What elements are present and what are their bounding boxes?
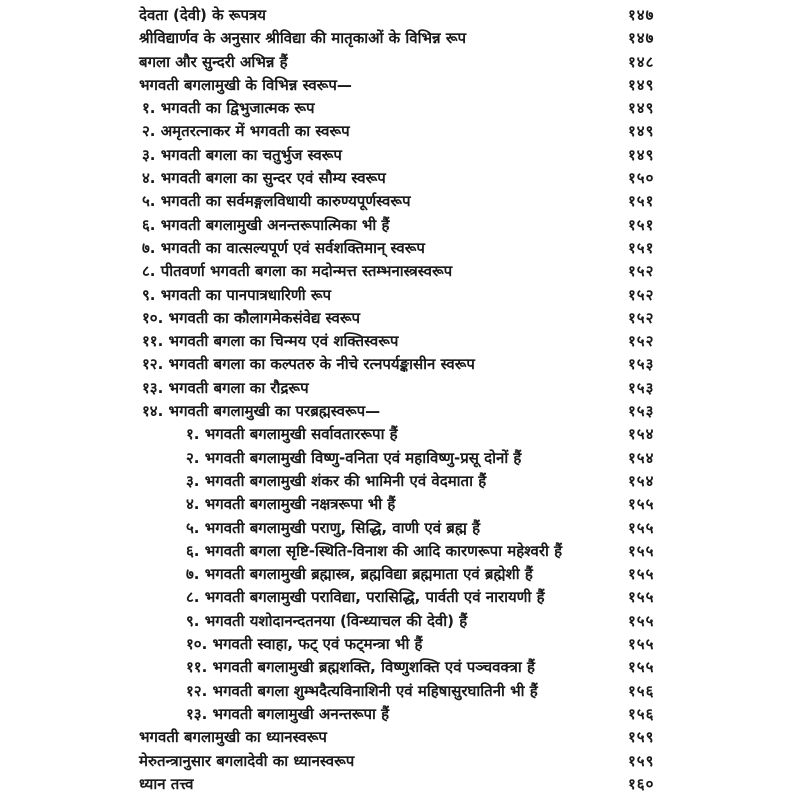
toc-entry-page-number: १५५ xyxy=(628,495,655,514)
toc-entry xyxy=(0,377,800,400)
toc-entry-title: ४. भगवती बगला का सुन्दर एवं सौम्य स्वरूप xyxy=(142,169,386,188)
toc-entry xyxy=(0,144,800,167)
toc-entry xyxy=(0,4,800,27)
toc-entry-title: ६. भगवती बगला सृष्टि-स्थिति-विनाश की आदि कारणरूपा महेश्वरी हैं xyxy=(186,541,563,560)
toc-entry-title: ६. भगवती बगलामुखी अनन्तरूपात्मिका भी हैं xyxy=(142,215,390,234)
toc-entry-title: १. भगवती का द्विभुजात्मक रूप xyxy=(142,99,315,118)
toc-entry xyxy=(0,680,800,703)
toc-entry-page-number: १४७ xyxy=(628,29,655,48)
toc-entry xyxy=(0,470,800,493)
toc-entry-page-number: १५३ xyxy=(628,355,655,374)
toc-entry-title: २. अमृतरत्नाकर में भगवती का स्वरूप xyxy=(142,122,350,141)
toc-entry-title: ध्यान तत्त्व xyxy=(139,774,194,793)
toc-entry xyxy=(0,260,800,283)
toc-entry-page-number: १५२ xyxy=(628,262,655,281)
toc-entry xyxy=(0,307,800,330)
toc-entry xyxy=(0,563,800,586)
toc-entry-title: भगवती बगलामुखी के विभिन्न स्वरूप— xyxy=(139,75,352,94)
toc-entry xyxy=(0,330,800,353)
toc-entry-title: १३. भगवती बगला का रौद्ररूप xyxy=(142,378,309,397)
toc-entry xyxy=(0,214,800,237)
toc-entry-page-number: १५१ xyxy=(628,215,655,234)
toc-entry-page-number: १५५ xyxy=(628,658,655,677)
toc-entry-page-number: १५९ xyxy=(628,751,655,770)
toc-entry xyxy=(0,773,800,796)
toc-entry-title: भगवती बगलामुखी का ध्यानस्वरूप xyxy=(139,728,327,747)
toc-entry-title: २. भगवती बगलामुखी विष्णु-वनिता एवं महाविष्णु-प्रसू दोनों हैं xyxy=(186,448,522,467)
toc-entry xyxy=(0,74,800,97)
toc-entry xyxy=(0,237,800,260)
toc-entry xyxy=(0,27,800,50)
toc-entry-title: १०. भगवती का कौलागमेकसंवेद्य स्वरूप xyxy=(142,308,361,327)
toc-entry xyxy=(0,447,800,470)
table-of-contents xyxy=(0,4,800,796)
toc-entry-page-number: १५१ xyxy=(628,238,655,257)
toc-entry-title: ३. भगवती बगलामुखी शंकर की भामिनी एवं वेदमाता हैं xyxy=(186,471,487,490)
toc-entry-title: ३. भगवती बगला का चतुर्भुज स्वरूप xyxy=(142,145,342,164)
toc-entry xyxy=(0,656,800,679)
toc-entry-page-number: १५१ xyxy=(628,192,655,211)
toc-entry xyxy=(0,610,800,633)
toc-entry-title: ११. भगवती बगलामुखी ब्रह्मशक्ति, विष्णुशक्ति एवं पञ्चवक्त्रा हैं xyxy=(186,658,535,677)
toc-entry-page-number: १५५ xyxy=(628,518,655,537)
toc-entry-title: ९. भगवती यशोदानन्दतनया (विन्ध्याचल की देवी) हैं xyxy=(186,611,468,630)
toc-entry-page-number: १४७ xyxy=(628,6,655,24)
toc-entry xyxy=(0,633,800,656)
toc-entry-page-number: १५० xyxy=(628,169,655,188)
toc-entry-title: ४. भगवती बगलामुखी नक्षत्ररूपा भी हैं xyxy=(186,495,396,514)
toc-entry-page-number: १५५ xyxy=(628,588,655,607)
toc-entry xyxy=(0,493,800,516)
toc-entry-title: ११. भगवती बगला का चिन्मय एवं शक्तिस्वरूप xyxy=(142,332,399,351)
toc-entry-page-number: १५३ xyxy=(628,402,655,421)
toc-entry-title: १२. भगवती बगला शुम्भदैत्यविनाशिनी एवं महिषासुरघातिनी भी हैं xyxy=(186,681,538,700)
toc-entry xyxy=(0,423,800,446)
toc-entry-page-number: १५५ xyxy=(628,565,655,584)
toc-entry-title: ९. भगवती का पानपात्रधारिणी रूप xyxy=(142,285,332,304)
toc-entry-page-number: १६० xyxy=(628,774,655,793)
toc-entry xyxy=(0,51,800,74)
toc-entry xyxy=(0,586,800,609)
toc-entry-page-number: १५५ xyxy=(628,541,655,560)
toc-entry-page-number: १५५ xyxy=(628,635,655,654)
toc-entry-title: ८. भगवती बगलामुखी पराविद्या, परासिद्धि, पार्वती एवं नारायणी हैं xyxy=(186,588,545,607)
toc-entry-title: १३. भगवती बगलामुखी अनन्तरूपा हैं xyxy=(186,704,390,723)
toc-entry-title: १. भगवती बगलामुखी सर्वावताररूपा हैं xyxy=(186,425,398,444)
toc-entry-title: श्रीविद्यार्णव के अनुसार श्रीविद्या की मातृकाओं के विभिन्न रूप xyxy=(139,29,467,48)
toc-entry xyxy=(0,120,800,143)
toc-entry-title: मेरुतन्त्रानुसार बगलादेवी का ध्यानस्वरूप xyxy=(139,751,355,770)
toc-entry-page-number: १५४ xyxy=(628,471,655,490)
toc-entry-page-number: १५४ xyxy=(628,425,655,444)
toc-entry-page-number: १५२ xyxy=(628,308,655,327)
toc-entry-title: १२. भगवती बगला का कल्पतरु के नीचे रत्नपर्यङ्कासीन स्वरूप xyxy=(142,355,475,374)
toc-entry-title: ८. पीतवर्णा भगवती बगला का मदोन्मत्त स्तम्भनास्त्रस्वरूप xyxy=(142,262,453,281)
toc-entry xyxy=(0,353,800,376)
toc-entry xyxy=(0,167,800,190)
toc-entry-title: ५. भगवती का सर्वमङ्गलविधायी कारुण्यपूर्णस्वरूप xyxy=(142,192,411,211)
toc-entry xyxy=(0,400,800,423)
toc-entry-title: १०. भगवती स्वाहा, फट् एवं फट्मन्त्रा भी हैं xyxy=(186,635,423,654)
toc-entry xyxy=(0,284,800,307)
toc-entry-page-number: १५५ xyxy=(628,611,655,630)
toc-entry-page-number: १४८ xyxy=(628,52,655,71)
toc-entry xyxy=(0,726,800,749)
toc-entry xyxy=(0,750,800,773)
toc-entry-page-number: १५३ xyxy=(628,378,655,397)
toc-entry-title: ७. भगवती का वात्सल्यपूर्ण एवं सर्वशक्तिमान् स्वरूप xyxy=(142,238,425,257)
toc-entry-title: देवता (देवी) के रूपत्रय xyxy=(139,6,266,24)
toc-entry xyxy=(0,540,800,563)
toc-entry-page-number: १४९ xyxy=(628,122,655,141)
toc-entry-page-number: १५९ xyxy=(628,728,655,747)
toc-entry xyxy=(0,190,800,213)
toc-entry-page-number: १५२ xyxy=(628,332,655,351)
toc-entry-title: १४. भगवती बगलामुखी का परब्रह्मस्वरूप— xyxy=(142,402,381,421)
toc-entry-title: ५. भगवती बगलामुखी पराणु, सिद्धि, वाणी एवं ब्रह्म हैं xyxy=(186,518,481,537)
toc-entry-page-number: १५६ xyxy=(628,704,655,723)
toc-entry-page-number: १५४ xyxy=(628,448,655,467)
toc-entry-title: बगला और सुन्दरी अभिन्न हैं xyxy=(139,52,288,71)
toc-entry-page-number: १४९ xyxy=(628,99,655,118)
toc-entry xyxy=(0,703,800,726)
toc-entry-page-number: १४९ xyxy=(628,145,655,164)
toc-entry xyxy=(0,97,800,120)
toc-entry-page-number: १५६ xyxy=(628,681,655,700)
toc-entry-page-number: १५२ xyxy=(628,285,655,304)
toc-entry xyxy=(0,517,800,540)
toc-entry-page-number: १४९ xyxy=(628,75,655,94)
toc-entry-title: ७. भगवती बगलामुखी ब्रह्मास्त्र, ब्रह्मविद्या ब्रह्ममाता एवं ब्रह्मेशी हैं xyxy=(186,565,533,584)
